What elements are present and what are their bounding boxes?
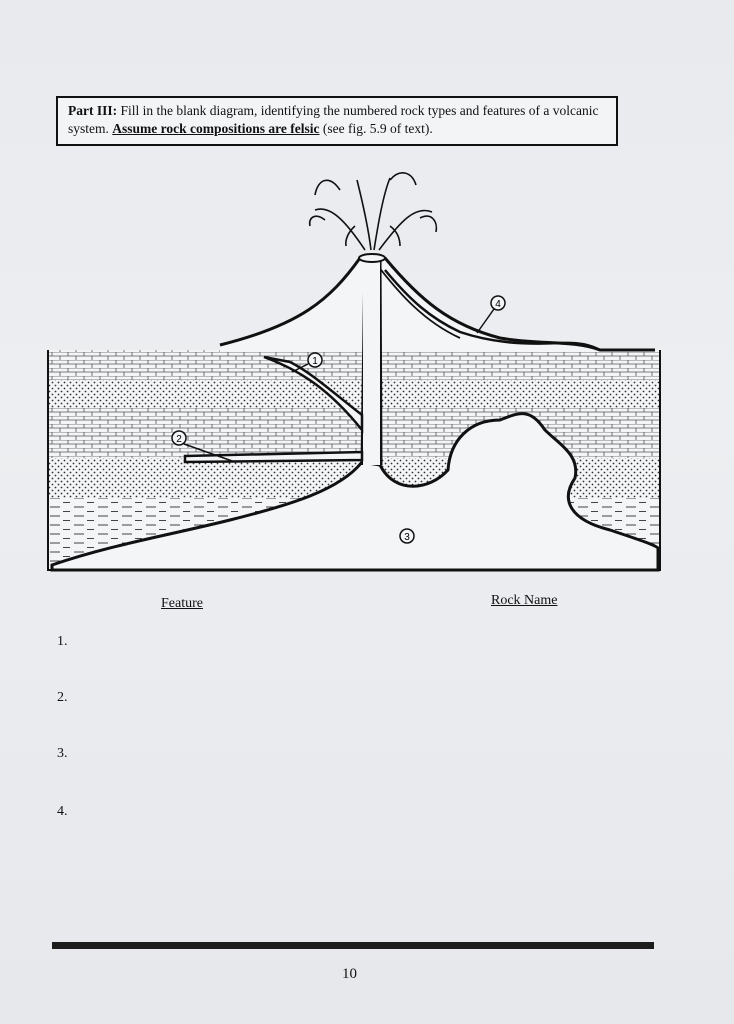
answer-row-number: 1. — [57, 634, 68, 649]
layer-limestone-upper — [49, 350, 659, 380]
crater — [359, 254, 385, 262]
part-label: Part III: — [68, 103, 118, 118]
page-number: 10 — [342, 966, 357, 982]
marker-1-label: 1 — [312, 356, 318, 367]
page-divider — [52, 942, 654, 949]
answer-row-number: 3. — [57, 746, 68, 761]
answer-row-number: 4. — [57, 804, 68, 819]
marker-2-label: 2 — [176, 434, 182, 445]
feature-column-header: Feature — [161, 596, 203, 611]
marker-3-label: 3 — [404, 532, 410, 543]
rock-name-column-header: Rock Name — [491, 593, 558, 608]
answer-row-number: 2. — [57, 690, 68, 705]
volcano-cone — [220, 258, 655, 352]
marker-4-label: 4 — [495, 299, 501, 310]
instruction-emphasis: Assume rock compositions are felsic — [112, 121, 320, 136]
marker-3 — [400, 529, 414, 543]
eruption-plume — [310, 173, 437, 250]
marker-4 — [477, 296, 505, 333]
layer-sandstone-upper — [49, 380, 659, 408]
instruction-text: Fill in the blank diagram, identifying the numbered rock types and features of a volcanic system. — [68, 103, 599, 136]
instruction-reference: (see fig. 5.9 of text). — [322, 121, 433, 136]
